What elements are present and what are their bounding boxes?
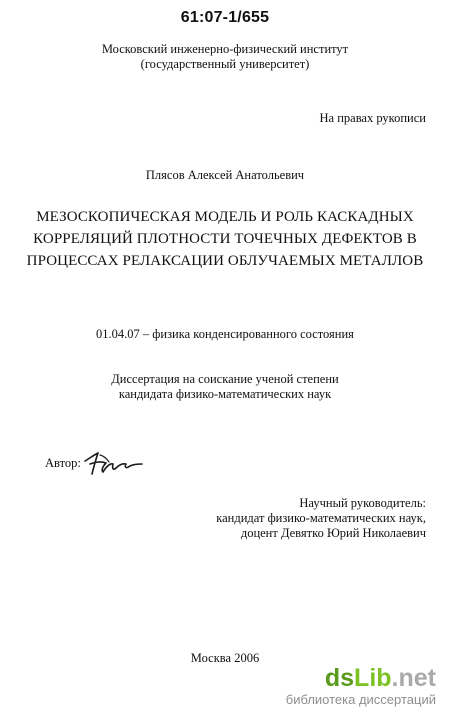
watermark-brand: dsLib.net bbox=[324, 664, 436, 692]
supervisor-label: Научный руководитель: bbox=[299, 496, 426, 510]
watermark-subtitle: библиотека диссертаций bbox=[285, 692, 436, 707]
city-year: Москва 2006 bbox=[190, 651, 260, 665]
supervisor-name: доцент Девятко Юрий Николаевич bbox=[240, 526, 426, 540]
author-label: Автор: bbox=[45, 456, 81, 470]
supervisor-degree: кандидат физико-математических наук, bbox=[216, 511, 426, 525]
title-line: ПРОЦЕССАХ РЕЛАКСАЦИИ ОБЛУЧАЕМЫХ МЕТАЛЛОВ bbox=[26, 253, 424, 269]
degree-line-1: Диссертация на соискание ученой степени bbox=[111, 372, 339, 386]
author-signature bbox=[82, 447, 144, 486]
institute-name: Московский инженерно-физический институт bbox=[101, 42, 349, 56]
title-line: КОРРЕЛЯЦИЙ ПЛОТНОСТИ ТОЧЕЧНЫХ ДЕФЕКТОВ В bbox=[33, 231, 417, 247]
title-line: МЕЗОСКОПИЧЕСКАЯ МОДЕЛЬ И РОЛЬ КАСКАДНЫХ bbox=[36, 209, 414, 225]
specialty-code: 01.04.07 – физика конденсированного состояния bbox=[96, 327, 354, 341]
registry-number: 61:07-1/655 bbox=[180, 9, 270, 26]
institute-status: (государственный университет) bbox=[140, 57, 310, 71]
author-name: Плясов Алексей Анатольевич bbox=[145, 168, 305, 182]
degree-line-2: кандидата физико-математических наук bbox=[118, 387, 332, 401]
dslib-watermark bbox=[286, 664, 436, 707]
dissertation-title bbox=[0, 206, 450, 272]
rights-note: На правах рукописи bbox=[319, 111, 426, 125]
